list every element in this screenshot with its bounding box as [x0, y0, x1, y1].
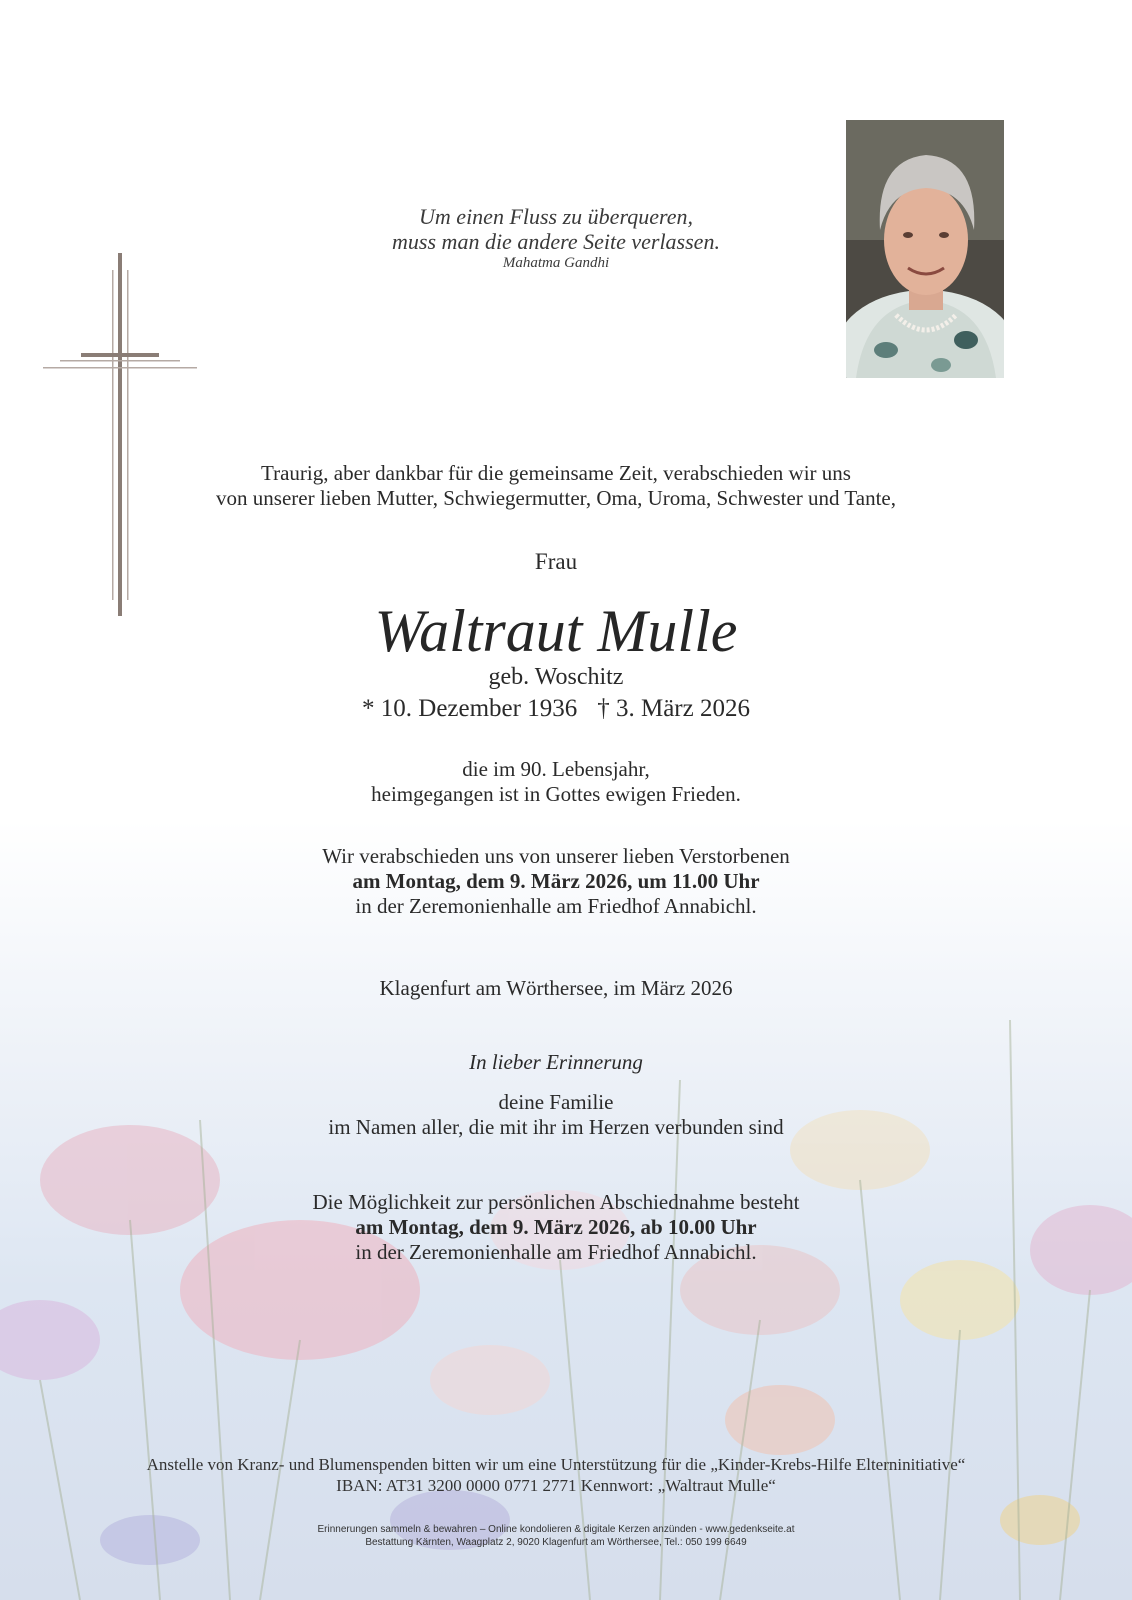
family-text: [0, 1090, 1112, 1140]
age-text: [0, 757, 1112, 807]
viewing-line-1: Die Möglichkeit zur persönlichen Abschiednahme besteht: [312, 1190, 800, 1214]
viewing-date: am Montag, dem 9. März 2026, ab 10.00 Uhr: [355, 1215, 757, 1239]
footer: [0, 1523, 1112, 1549]
age-line-2: heimgegangen ist in Gottes ewigen Frieden.: [371, 782, 741, 806]
death-date: † 3. März 2026: [597, 695, 750, 722]
life-dates: [0, 694, 1112, 724]
intro-text: [0, 461, 1112, 511]
intro-line-2: von unserer lieben Mutter, Schwiegermutter, Oma, Uroma, Schwester und Tante,: [216, 486, 896, 510]
viewing-location: in der Zeremonienhalle am Friedhof Annabichl.: [355, 1240, 757, 1264]
place-date: Klagenfurt am Wörthersee, im März 2026: [379, 976, 733, 1000]
footer-line-1: Erinnerungen sammeln & bewahren – Online kondolieren & digitale Kerzen anzünden - www.gedenkseite.at: [317, 1524, 795, 1535]
birth-date: * 10. Dezember 1936: [362, 695, 578, 722]
intro-line-1: Traurig, aber dankbar für die gemeinsame Zeit, verabschieden wir uns: [261, 461, 851, 485]
farewell-location: in der Zeremonienhalle am Friedhof Annabichl.: [355, 894, 757, 918]
quote-author: Mahatma Gandhi: [502, 255, 610, 271]
donation-text: [0, 1454, 1112, 1496]
viewing-text: [0, 1190, 1112, 1265]
quote-line-1: Um einen Fluss zu überqueren,: [419, 204, 693, 229]
family-line-1: deine Familie: [498, 1090, 614, 1114]
deceased-name: Waltraut Mulle: [374, 598, 738, 664]
quote-block: [0, 204, 1112, 272]
footer-line-2: Bestattung Kärnten, Waagplatz 2, 9020 Klagenfurt am Wörthersee, Tel.: 050 199 6649: [365, 1537, 747, 1548]
family-line-2: im Namen aller, die mit ihr im Herzen verbunden sind: [328, 1115, 784, 1139]
donation-iban: IBAN: AT31 3200 0000 0771 2771 Kennwort: „Waltraut Mulle“: [336, 1476, 776, 1495]
donation-line-1: Anstelle von Kranz- und Blumenspenden bitten wir um eine Unterstützung für die „Kinder-Krebs-Hilfe Elterninitiative“: [146, 1455, 966, 1474]
farewell-text: [0, 844, 1112, 919]
farewell-line-1: Wir verabschieden uns von unserer lieben Verstorbenen: [322, 844, 790, 868]
maiden-name: geb. Woschitz: [488, 664, 624, 690]
age-line-1: die im 90. Lebensjahr,: [462, 757, 650, 781]
quote-line-2: muss man die andere Seite verlassen.: [392, 229, 720, 254]
memory-text: In lieber Erinnerung: [469, 1050, 643, 1074]
farewell-date: am Montag, dem 9. März 2026, um 11.00 Uhr: [352, 869, 760, 893]
salutation: Frau: [534, 549, 578, 574]
